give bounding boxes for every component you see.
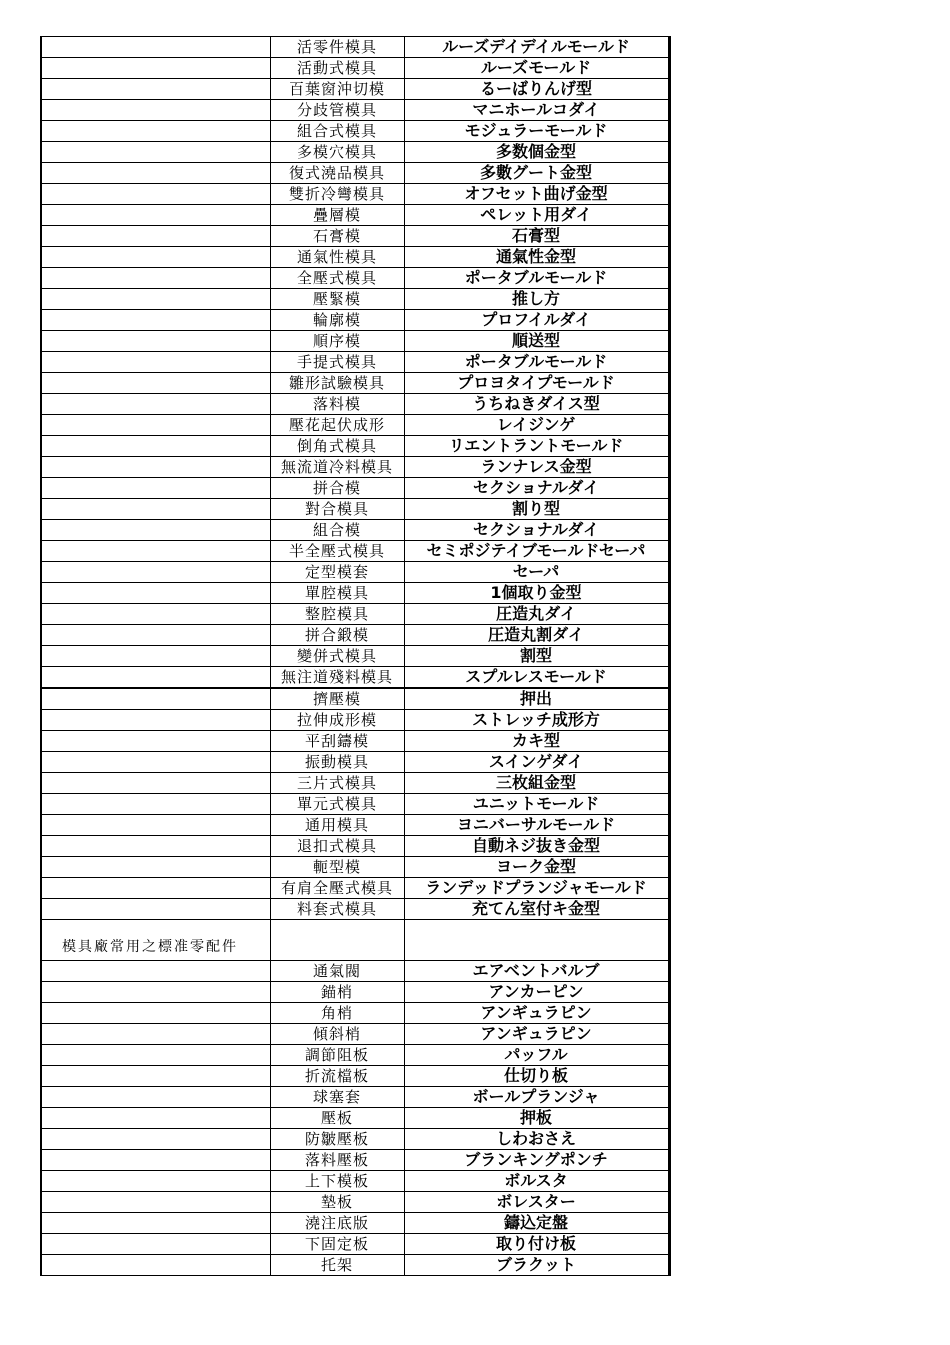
chinese-term-cell: 振動模具 (270, 752, 404, 773)
chinese-term-cell: 防皺壓板 (270, 1129, 404, 1150)
category-cell (41, 899, 270, 920)
chinese-term-cell: 疊層模 (270, 205, 404, 226)
table-row (41, 58, 669, 79)
chinese-term-cell: 傾斜梢 (270, 1024, 404, 1045)
category-cell (41, 436, 270, 457)
category-cell (41, 836, 270, 857)
category-cell (41, 310, 270, 331)
table-row (41, 794, 669, 815)
japanese-term-cell: リエントラントモールド (404, 436, 669, 457)
category-cell (41, 1066, 270, 1087)
japanese-term-cell: 充てん室付キ金型 (404, 899, 669, 920)
category-cell (41, 1129, 270, 1150)
japanese-term-cell: ポータブルモールド (404, 352, 669, 373)
table-row (41, 457, 669, 478)
chinese-term-cell: 軛型模 (270, 857, 404, 878)
chinese-term-cell: 通氣性模具 (270, 247, 404, 268)
table-row (41, 394, 669, 415)
japanese-term-cell: ユニットモールド (404, 794, 669, 815)
category-cell (41, 184, 270, 205)
chinese-term-cell: 多模穴模具 (270, 142, 404, 163)
table-row (41, 1087, 669, 1108)
japanese-term-cell: スインゲダイ (404, 752, 669, 773)
category-cell (41, 1150, 270, 1171)
category-cell (41, 415, 270, 436)
category-cell (41, 982, 270, 1003)
japanese-term-cell: プロヨタイプモールド (404, 373, 669, 394)
table-row (41, 857, 669, 878)
japanese-term-cell: 推し方 (404, 289, 669, 310)
chinese-term-cell: 無注道殘料模具 (270, 667, 404, 689)
category-cell (41, 289, 270, 310)
chinese-term-cell: 通氣閥 (270, 961, 404, 982)
chinese-term-cell: 折流檔板 (270, 1066, 404, 1087)
category-cell (41, 562, 270, 583)
japanese-term-cell: ペレット用ダイ (404, 205, 669, 226)
japanese-term-cell: マニホールコダイ (404, 100, 669, 121)
category-cell (41, 142, 270, 163)
chinese-term-cell: 落料壓板 (270, 1150, 404, 1171)
japanese-term-cell: 圧造丸割ダイ (404, 625, 669, 646)
japanese-term-cell: セーパ (404, 562, 669, 583)
table-row (41, 121, 669, 142)
chinese-term-cell: 通用模具 (270, 815, 404, 836)
table-row (41, 1150, 669, 1171)
chinese-term-cell: 擠壓模 (270, 688, 404, 710)
japanese-term-cell: しわおさえ (404, 1129, 669, 1150)
category-cell (41, 58, 270, 79)
category-cell (41, 1087, 270, 1108)
chinese-term-cell: 拉伸成形模 (270, 710, 404, 731)
category-cell (41, 1108, 270, 1129)
table-row (41, 710, 669, 731)
chinese-term-cell: 整腔模具 (270, 604, 404, 625)
table-row (41, 415, 669, 436)
table-row (41, 163, 669, 184)
chinese-term-cell: 壓緊模 (270, 289, 404, 310)
table-row (41, 268, 669, 289)
table-row (41, 373, 669, 394)
chinese-term-cell: 順序模 (270, 331, 404, 352)
chinese-term-cell: 分歧管模具 (270, 100, 404, 121)
japanese-term-cell: 多数個金型 (404, 142, 669, 163)
table-row (41, 520, 669, 541)
category-cell (41, 625, 270, 646)
category-cell (41, 1171, 270, 1192)
japanese-term-cell: ボルスタ (404, 1171, 669, 1192)
table-row (41, 37, 669, 58)
japanese-term-cell: 割り型 (404, 499, 669, 520)
table-row (41, 604, 669, 625)
japanese-term-cell: アンギュラピン (404, 1003, 669, 1024)
category-cell (41, 478, 270, 499)
table-row (41, 562, 669, 583)
japanese-term-cell: 三枚組金型 (404, 773, 669, 794)
japanese-term-cell: 自動ネジ抜き金型 (404, 836, 669, 857)
table-row (41, 1108, 669, 1129)
japanese-term-cell: スプルレスモールド (404, 667, 669, 689)
category-cell (41, 541, 270, 562)
chinese-term-cell: 變併式模具 (270, 646, 404, 667)
chinese-term-cell: 墊板 (270, 1192, 404, 1213)
japanese-term-cell: 押板 (404, 1108, 669, 1129)
chinese-term-cell: 壓花起伏成形 (270, 415, 404, 436)
table-row (41, 289, 669, 310)
chinese-term-cell: 石膏模 (270, 226, 404, 247)
japanese-term-cell: ヨーク金型 (404, 857, 669, 878)
table-row (41, 478, 669, 499)
category-cell (41, 961, 270, 982)
category-cell (41, 268, 270, 289)
chinese-term-cell: 組合式模具 (270, 121, 404, 142)
japanese-term-cell: エアベントバルブ (404, 961, 669, 982)
table-row (41, 731, 669, 752)
chinese-term-cell: 三片式模具 (270, 773, 404, 794)
category-cell (41, 857, 270, 878)
category-cell (41, 1045, 270, 1066)
chinese-term-cell: 壓板 (270, 1108, 404, 1129)
japanese-term-cell: ルーズデイデイルモールド (404, 37, 669, 58)
category-cell (41, 520, 270, 541)
japanese-term-cell: 押出 (404, 688, 669, 710)
chinese-term-cell: 手提式模具 (270, 352, 404, 373)
category-cell (41, 773, 270, 794)
chinese-term-cell: 單元式模具 (270, 794, 404, 815)
chinese-term-cell: 組合模 (270, 520, 404, 541)
chinese-term-cell: 對合模具 (270, 499, 404, 520)
term-table (40, 36, 671, 1276)
chinese-term-cell: 復式澆品模具 (270, 163, 404, 184)
category-cell (41, 226, 270, 247)
table-row (41, 436, 669, 457)
japanese-term-cell: 割型 (404, 646, 669, 667)
japanese-term-cell: ストレッチ成形方 (404, 710, 669, 731)
japanese-term-cell: ヨニバーサルモールド (404, 815, 669, 836)
table-row (41, 310, 669, 331)
category-cell (41, 457, 270, 478)
chinese-term-cell: 料套式模具 (270, 899, 404, 920)
table-row (41, 499, 669, 520)
category-cell (41, 352, 270, 373)
table-row (41, 226, 669, 247)
category-cell (41, 878, 270, 899)
chinese-term-cell: 輪廓模 (270, 310, 404, 331)
table-row (41, 646, 669, 667)
japanese-term-cell: ブランキングポンチ (404, 1150, 669, 1171)
japanese-term-cell (404, 920, 669, 961)
category-cell (41, 373, 270, 394)
category-cell (41, 394, 270, 415)
table-row (41, 752, 669, 773)
category-cell (41, 1003, 270, 1024)
table-row (41, 583, 669, 604)
japanese-term-cell: 取り付け板 (404, 1234, 669, 1255)
table-row (41, 1024, 669, 1045)
category-cell (41, 37, 270, 58)
japanese-term-cell: ルーズモールド (404, 58, 669, 79)
chinese-term-cell (270, 920, 404, 961)
chinese-term-cell: 調節阻板 (270, 1045, 404, 1066)
chinese-term-cell: 角梢 (270, 1003, 404, 1024)
chinese-term-cell: 平刮鑄模 (270, 731, 404, 752)
category-cell (41, 604, 270, 625)
category-cell: 模具廠常用之標准零配件 (41, 920, 270, 961)
chinese-term-cell: 全壓式模具 (270, 268, 404, 289)
chinese-term-cell: 拼合鍛模 (270, 625, 404, 646)
table-row (41, 331, 669, 352)
chinese-term-cell: 有肩全壓式模具 (270, 878, 404, 899)
category-cell (41, 205, 270, 226)
category-cell (41, 667, 270, 689)
category-cell (41, 331, 270, 352)
table-row (41, 1045, 669, 1066)
chinese-term-cell: 拼合模 (270, 478, 404, 499)
japanese-term-cell: 多數グート金型 (404, 163, 669, 184)
table-row (41, 982, 669, 1003)
category-cell (41, 100, 270, 121)
category-cell (41, 710, 270, 731)
table-row (41, 836, 669, 857)
table-row (41, 899, 669, 920)
category-cell (41, 163, 270, 184)
japanese-term-cell: 圧造丸ダイ (404, 604, 669, 625)
chinese-term-cell: 雙折冷彎模具 (270, 184, 404, 205)
category-cell (41, 499, 270, 520)
table-row (41, 773, 669, 794)
category-cell (41, 1192, 270, 1213)
japanese-term-cell: レイジンゲ (404, 415, 669, 436)
chinese-term-cell: 球塞套 (270, 1087, 404, 1108)
japanese-term-cell: 通氣性金型 (404, 247, 669, 268)
japanese-term-cell: ボレスター (404, 1192, 669, 1213)
category-cell (41, 1234, 270, 1255)
chinese-term-cell: 下固定板 (270, 1234, 404, 1255)
chinese-term-cell: 活零件模具 (270, 37, 404, 58)
category-cell (41, 79, 270, 100)
japanese-term-cell: オフセット曲げ金型 (404, 184, 669, 205)
chinese-term-cell: 定型模套 (270, 562, 404, 583)
japanese-term-cell: アンカーピン (404, 982, 669, 1003)
japanese-term-cell: セクショナルダイ (404, 478, 669, 499)
table-row (41, 142, 669, 163)
japanese-term-cell: るーばりんげ型 (404, 79, 669, 100)
chinese-term-cell: 退扣式模具 (270, 836, 404, 857)
japanese-term-cell: 1個取り金型 (404, 583, 669, 604)
table-row (41, 1171, 669, 1192)
category-cell (41, 1255, 270, 1276)
chinese-term-cell: 落料模 (270, 394, 404, 415)
chinese-term-cell: 半全壓式模具 (270, 541, 404, 562)
chinese-term-cell: 倒角式模具 (270, 436, 404, 457)
category-cell (41, 731, 270, 752)
table-row (41, 1255, 669, 1276)
table-row (41, 667, 669, 689)
table-row (41, 920, 669, 961)
chinese-term-cell: 雛形試驗模具 (270, 373, 404, 394)
category-cell (41, 646, 270, 667)
table-row (41, 205, 669, 226)
table-row (41, 247, 669, 268)
table-row (41, 1129, 669, 1150)
table-row (41, 1234, 669, 1255)
japanese-term-cell: アンギュラピン (404, 1024, 669, 1045)
table-row (41, 79, 669, 100)
japanese-term-cell: セクショナルダイ (404, 520, 669, 541)
table-row (41, 1192, 669, 1213)
category-cell (41, 752, 270, 773)
table-row (41, 961, 669, 982)
japanese-term-cell: 鑄込定盤 (404, 1213, 669, 1234)
table-row (41, 1213, 669, 1234)
category-cell (41, 583, 270, 604)
category-cell (41, 1213, 270, 1234)
chinese-term-cell: 托架 (270, 1255, 404, 1276)
japanese-term-cell: カキ型 (404, 731, 669, 752)
table-row (41, 1066, 669, 1087)
table-row (41, 184, 669, 205)
japanese-term-cell: 石膏型 (404, 226, 669, 247)
chinese-term-cell: 單腔模具 (270, 583, 404, 604)
japanese-term-cell: セミポジテイブモールドセーパ (404, 541, 669, 562)
japanese-term-cell: うちねきダイス型 (404, 394, 669, 415)
category-cell (41, 688, 270, 710)
category-cell (41, 1024, 270, 1045)
category-cell (41, 815, 270, 836)
category-cell (41, 247, 270, 268)
spreadsheet (40, 36, 668, 1276)
japanese-term-cell: ボールプランジャ (404, 1087, 669, 1108)
table-row (41, 878, 669, 899)
table-row (41, 688, 669, 710)
table-row (41, 100, 669, 121)
japanese-term-cell: ランデッドプランジャモールド (404, 878, 669, 899)
category-cell (41, 121, 270, 142)
chinese-term-cell: 錨梢 (270, 982, 404, 1003)
table-row (41, 815, 669, 836)
table-row (41, 1003, 669, 1024)
table-row (41, 625, 669, 646)
japanese-term-cell: 順送型 (404, 331, 669, 352)
table-row (41, 541, 669, 562)
table-row (41, 352, 669, 373)
term-table-body (41, 37, 669, 1276)
japanese-term-cell: 仕切り板 (404, 1066, 669, 1087)
japanese-term-cell: モジュラーモールド (404, 121, 669, 142)
japanese-term-cell: ブラクット (404, 1255, 669, 1276)
japanese-term-cell: プロフイルダイ (404, 310, 669, 331)
chinese-term-cell: 無流道冷料模具 (270, 457, 404, 478)
japanese-term-cell: ランナレス金型 (404, 457, 669, 478)
japanese-term-cell: ポータブルモールド (404, 268, 669, 289)
chinese-term-cell: 澆注底版 (270, 1213, 404, 1234)
category-cell (41, 794, 270, 815)
chinese-term-cell: 上下模板 (270, 1171, 404, 1192)
chinese-term-cell: 活動式模具 (270, 58, 404, 79)
chinese-term-cell: 百葉窗沖切模 (270, 79, 404, 100)
japanese-term-cell: パッフル (404, 1045, 669, 1066)
